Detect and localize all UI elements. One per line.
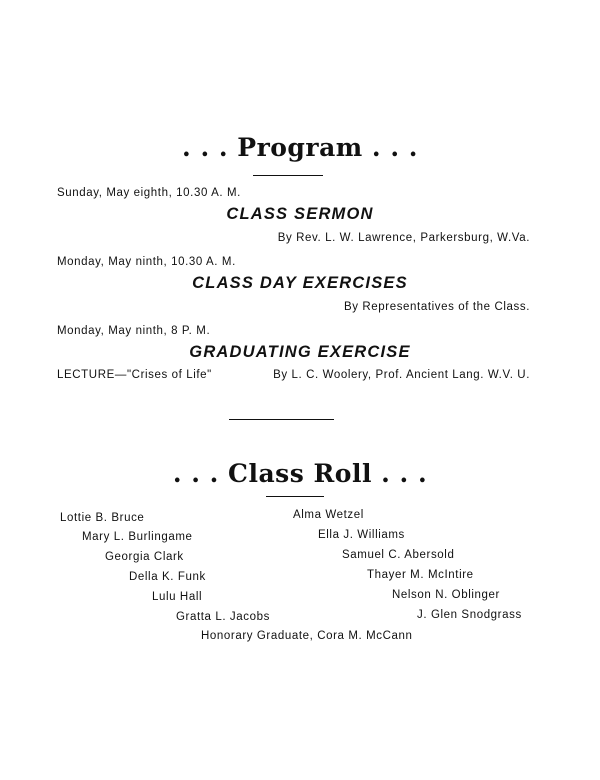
roll-name-left-6: Gratta L. Jacobs [176, 611, 270, 623]
roll-name-left-1: Lottie B. Bruce [60, 512, 145, 524]
roll-name-left-5: Lulu Hall [152, 591, 203, 603]
roll-name-right-3: Samuel C. Abersold [342, 549, 455, 561]
sermon-title: CLASS SERMON [226, 205, 374, 223]
class-day-by: By Representatives of the Class. [343, 301, 530, 313]
class-roll-heading: . . . Class Roll . . . [172, 459, 428, 488]
roll-name-left-2: Mary L. Burlingame [82, 531, 193, 543]
class-roll-heading-rule [266, 496, 324, 497]
section-divider [229, 419, 334, 420]
graduating-title: GRADUATING EXERCISE [189, 343, 411, 361]
roll-name-left-3: Georgia Clark [105, 551, 184, 563]
sermon-by: By Rev. L. W. Lawrence, Parkersburg, W.Va. [277, 232, 530, 244]
roll-name-right-4: Thayer M. McIntire [367, 569, 474, 581]
class-day-when: Monday, May ninth, 10.30 A. M. [57, 256, 236, 268]
roll-name-right-1: Alma Wetzel [293, 509, 364, 521]
lecture-by: By L. C. Woolery, Prof. Ancient Lang. W.V. U. [273, 369, 530, 381]
roll-name-left-4: Della K. Funk [129, 571, 206, 583]
roll-name-right-2: Ella J. Williams [318, 529, 405, 541]
lecture-title: LECTURE—"Crises of Life" [57, 369, 212, 381]
program-heading-rule [253, 175, 323, 176]
sermon-when: Sunday, May eighth, 10.30 A. M. [57, 187, 241, 199]
program-heading: . . . Program . . . [182, 133, 418, 162]
graduating-when: Monday, May ninth, 8 P. M. [57, 325, 211, 337]
roll-name-right-5: Nelson N. Oblinger [392, 589, 500, 601]
roll-name-right-6: J. Glen Snodgrass [417, 609, 522, 621]
class-day-title: CLASS DAY EXERCISES [192, 274, 408, 292]
honorary-graduate: Honorary Graduate, Cora M. McCann [201, 630, 413, 642]
